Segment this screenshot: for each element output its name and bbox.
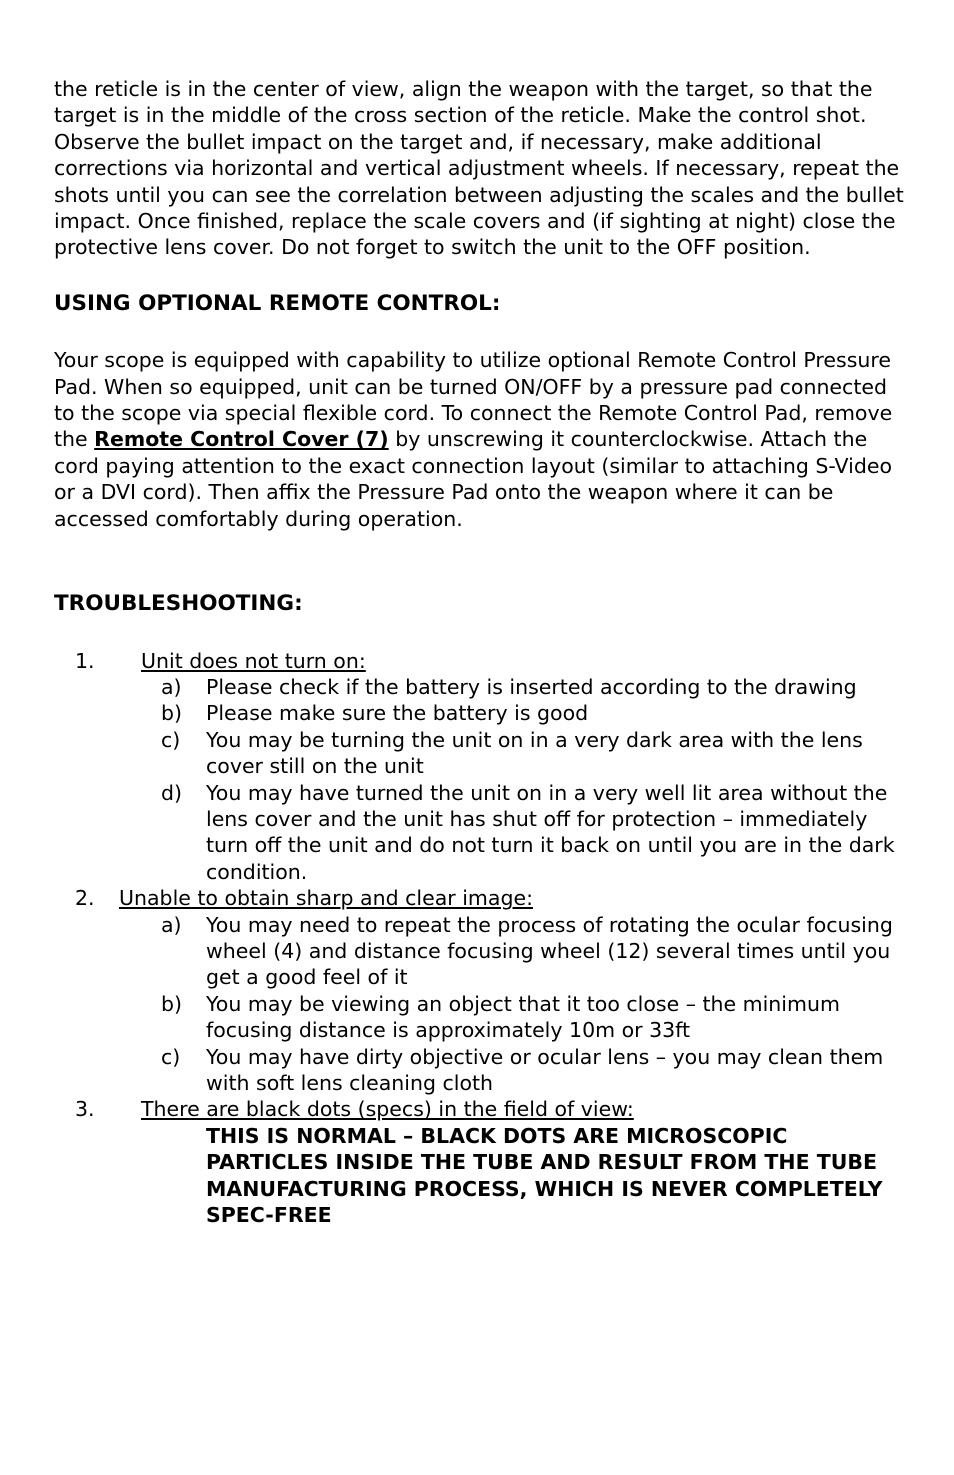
sub-item <box>54 912 914 991</box>
sub-item <box>54 727 914 780</box>
item-number: 3. <box>75 1097 95 1122</box>
sub-item-letter: c) <box>161 1044 181 1069</box>
sub-item <box>54 1044 914 1097</box>
remote-control-cover-ref: Remote Control Cover (7) <box>94 427 389 452</box>
sub-item-text: Please check if the battery is inserted according to the drawing <box>206 674 857 699</box>
sub-item-letter: d) <box>161 780 183 805</box>
sub-item-text: You may be turning the unit on in a very dark area with the lens cover still on the unit <box>206 727 863 779</box>
normal-behavior-note: THIS IS NORMAL – BLACK DOTS ARE MICROSCOPIC PARTICLES INSIDE THE TUBE AND RESULT FROM THE TUBE MANUFACTURING PROCESS, WHICH IS NEVER COMPLETELY SPEC-FREE <box>206 1123 883 1228</box>
remote-control-paragraph <box>54 347 914 532</box>
troubleshooting-heading: TROUBLESHOOTING: <box>54 591 303 617</box>
sub-item <box>54 780 914 886</box>
list-item <box>54 885 914 1096</box>
remote-text-after: by unscrewing it counterclockwise. Attach the cord paying attention to the exact connection layout (similar to attaching S-Video or a DVI cord). Then affix the Pressure Pad onto the weapon where it can be accessed comfortably during operation. <box>54 427 892 531</box>
remote-text-before: Your scope is equipped with capability to utilize optional Remote Control Pressure Pad. When so equipped, unit can be turned ON/OFF by a pressure pad connected to the scope via special flexible cord. To connect the Remote Control Pad, remove the <box>54 348 893 452</box>
sub-item <box>54 991 914 1044</box>
manual-page <box>54 76 914 1228</box>
remote-control-heading: USING OPTIONAL REMOTE CONTROL: <box>54 290 501 316</box>
item-title-row <box>54 1096 914 1122</box>
intro-paragraph: the reticle is in the center of view, align the weapon with the target, so that the target is in the middle of the cross section of the reticle. Make the control shot. Observe the bullet impact on the target and, if necessary, make additional corrections via horizontal and vertical adjustment wheels. If necessary, repeat the shots until you can see the correlation between adjusting the scales and the bullet impact. Once finished, replace the scale covers and (if sighting at night) close the protective lens cover. Do not forget to switch the unit to the OFF position. <box>54 77 904 260</box>
troubleshooting-list <box>54 648 914 1229</box>
item-title: There are black dots (specs) in the field of view: <box>141 1097 634 1122</box>
sub-item-letter: b) <box>161 991 183 1016</box>
sub-item-letter: c) <box>161 727 181 752</box>
sub-item-letter: a) <box>161 674 182 699</box>
item-title-row <box>54 885 914 911</box>
item-number: 2. <box>75 886 95 911</box>
sub-item-text: You may have turned the unit on in a very well lit area without the lens cover and the unit has shut off for protection – immediately turn off the unit and do not turn it back on until you are in the dark condition. <box>206 780 895 884</box>
sub-item-text: You may be viewing an object that it too close – the minimum focusing distance is approximately 10m or 33ft <box>206 991 840 1043</box>
item-number: 1. <box>75 648 95 673</box>
sub-item-text: You may need to repeat the process of rotating the ocular focusing wheel (4) and distance focusing wheel (12) several times until you get a good feel of it <box>206 912 893 990</box>
list-item <box>54 1096 914 1228</box>
sub-item <box>54 700 914 726</box>
item-title: Unit does not turn on: <box>141 648 366 673</box>
item-title-row <box>54 648 914 674</box>
list-item <box>54 648 914 886</box>
sub-item-text: You may have dirty objective or ocular lens – you may clean them with soft lens cleaning cloth <box>206 1044 884 1095</box>
sub-item-letter: b) <box>161 701 183 726</box>
item-title: Unable to obtain sharp and clear image: <box>119 886 533 911</box>
sub-item <box>54 674 914 700</box>
sub-item-text: Please make sure the battery is good <box>206 701 589 726</box>
sub-item-letter: a) <box>161 912 182 937</box>
